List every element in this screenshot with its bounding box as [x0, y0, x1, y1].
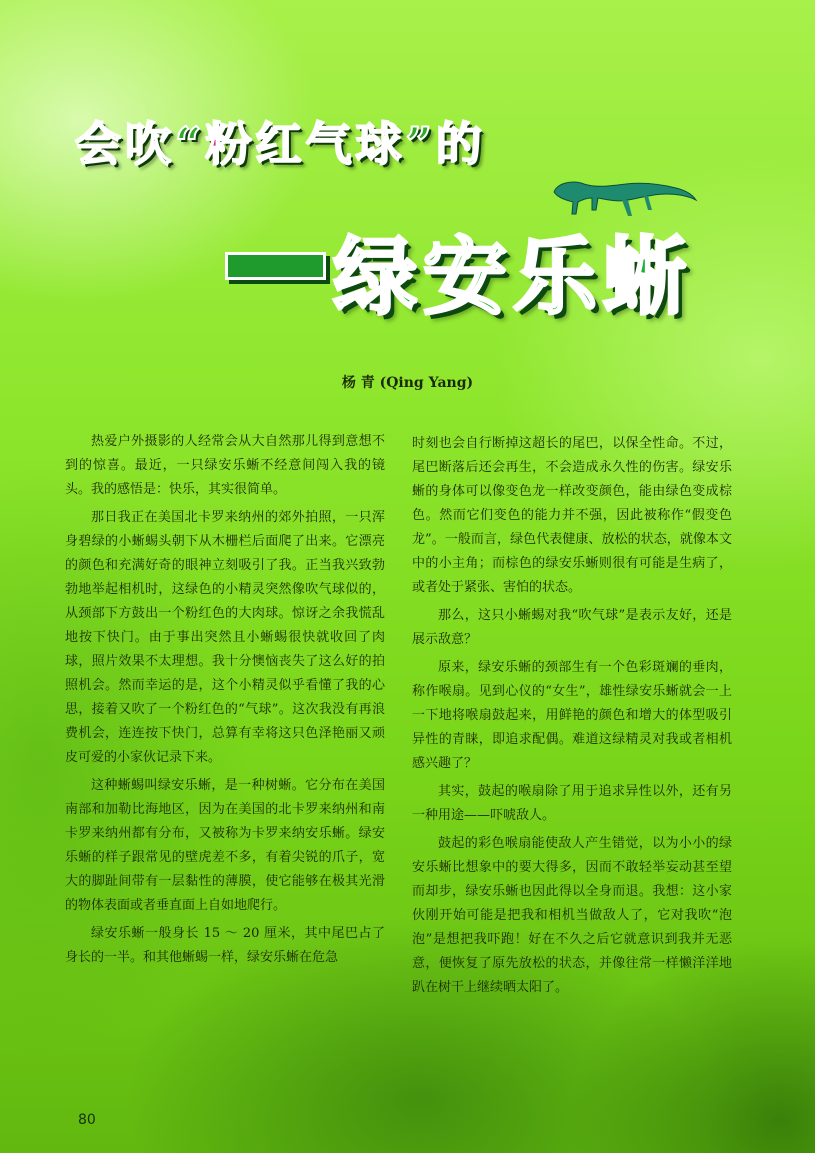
paragraph: 那日我正在美国北卡罗来纳州的郊外拍照，一只浑身碧绿的小蜥蜴头朝下从木栅栏后面爬了出来。它漂亮的颜色和充满好奇的眼神立刻吸引了我。正当我兴致勃勃地举起相机时，这绿色的小精灵突然像吹气球似的，从颈部下方鼓出一个粉红色的大肉球。惊讶之余我慌乱地按下快门。由于事出突然且小蜥蜴很快就收回了肉球，照片效果不太理想。我十分懊恼丧失了这么好的拍照机会。然而幸运的是，这个小精灵似乎看懂了我的心思，接着又吹了一个粉红色的“气球”。这次我没有再浪费机会，连连按下快门，总算有幸将这只色泽艳丽又顽皮可爱的小家伙记录下来。 — [65, 510, 385, 765]
paragraph: 热爱户外摄影的人经常会从大自然那儿得到意想不到的惊喜。最近，一只绿安乐蜥不经意间闯入我的镜头。我的感悟是：快乐，其实很简单。 — [65, 434, 385, 497]
paragraph: 鼓起的彩色喉扇能使敌人产生错觉，以为小小的绿安乐蜥比想象中的要大得多，因而不敢轻举妄动甚至望而却步，绿安乐蜥也因此得以全身而退。我想：这小家伙刚开始可能是把我和相机当做敌人了，它对我吹“泡泡”是想把我吓跑！好在不久之后它就意识到我并无恶意，便恢复了原先放松的状态，并像往常一样懒洋洋地趴在树干上继续晒太阳了。 — [412, 836, 732, 995]
paragraph: 原来，绿安乐蜥的颈部生有一个色彩斑斓的垂肉，称作喉扇。见到心仪的“女生”，雄性绿安乐蜥就会一上一下地将喉扇鼓起来，用鲜艳的颜色和增大的体型吸引异性的青睐，即追求配偶。难道这绿精灵对我或者相机感兴趣了？ — [412, 660, 732, 771]
article-column-right — [412, 432, 732, 1004]
article-column-left — [65, 430, 385, 974]
title-prefix: 会吹“ — [75, 117, 206, 171]
author-byline: 杨 青 (Qing Yang) — [341, 375, 474, 391]
page-number: 80 — [78, 1112, 96, 1128]
main-title: 绿安乐蜥 — [333, 228, 694, 326]
paragraph: 那么，这只小蜥蜴对我“吹气球”是表示友好，还是展示敌意？ — [412, 608, 732, 647]
paragraph: 这种蜥蜴叫绿安乐蜥，是一种树蜥。它分布在美国南部和加勒比海地区，因为在美国的北卡罗来纳州和南卡罗来纳州都有分布，又被称为卡罗来纳安乐蜥。绿安乐蜥的样子跟常见的壁虎差不多，有着尖锐的爪子，宽大的脚趾间带有一层黏性的薄膜，使它能够在极其光滑的物体表面或者垂直面上自如地爬行。 — [65, 778, 385, 913]
paragraph: 时刻也会自行断掉这超长的尾巴，以保全性命。不过，尾巴断落后还会再生，不会造成永久性的伤害。绿安乐蜥的身体可以像变色龙一样改变颜色，能由绿色变成棕色。然而它们变色的能力并不强，因此被称作“假变色龙”。一般而言，绿色代表健康、放松的状态，就像本文中的小主角；而棕色的绿安乐蜥则很有可能是生病了，或者处于紧张、害怕的状态。 — [412, 436, 732, 595]
title-highlight: 粉红气球 — [205, 117, 406, 171]
title-suffix: ”的 — [405, 117, 486, 171]
paragraph: 其实，鼓起的喉扇除了用于追求异性以外，还有另一种用途——吓唬敌人。 — [412, 784, 732, 823]
title-dash — [225, 252, 326, 280]
paragraph: 绿安乐蜥一般身长 15 ～ 20 厘米，其中尾巴占了身长的一半。和其他蜥蜴一样，绿安乐蜥在危急 — [65, 926, 385, 965]
main-title-block — [225, 210, 785, 326]
